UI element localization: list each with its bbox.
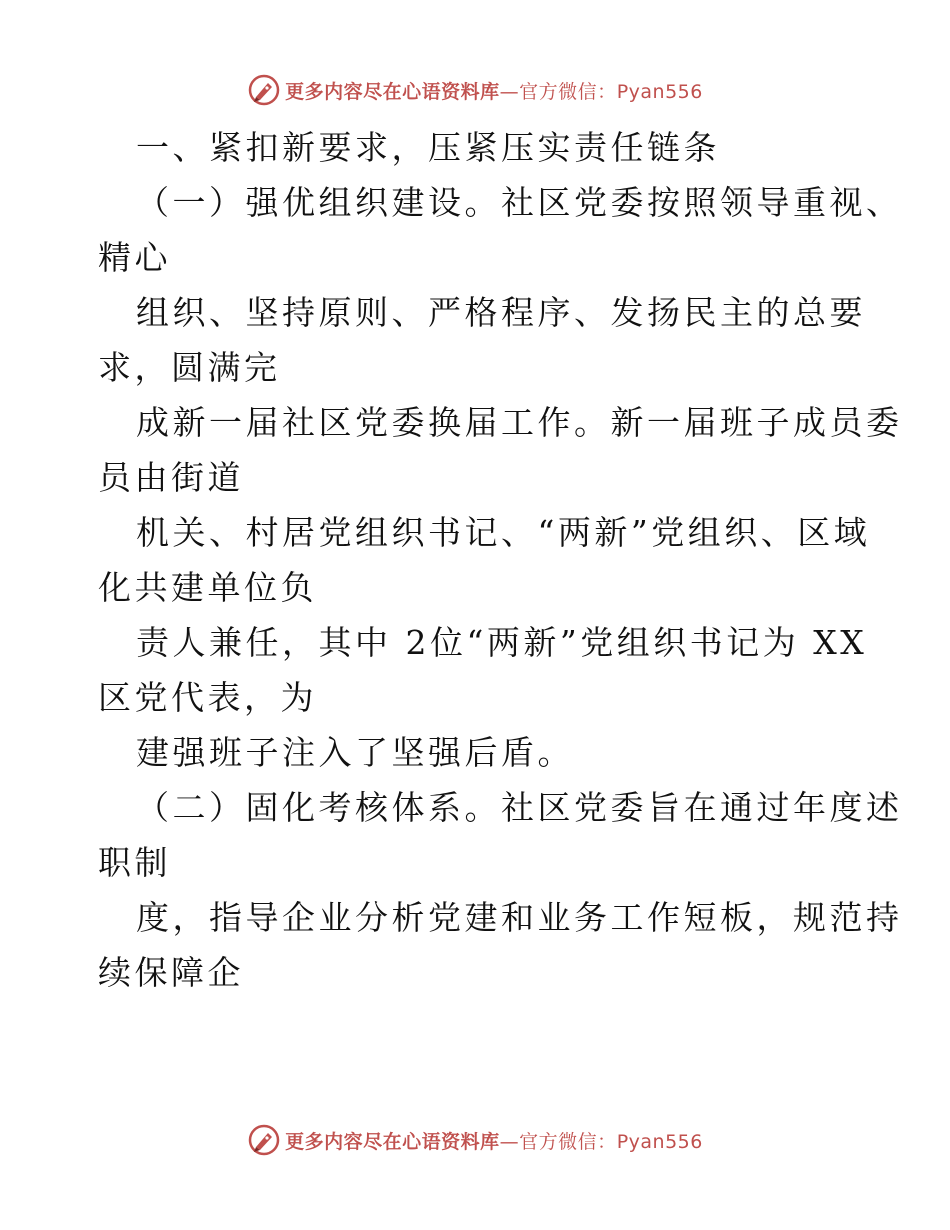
banner-wechat-label: 官方微信： bbox=[519, 1130, 617, 1153]
text-line: 职制 bbox=[98, 843, 171, 882]
text-line: 化共建单位负 bbox=[98, 568, 317, 607]
text-line: 度，指导企业分析党建和业务工作短板，规范持 bbox=[136, 898, 903, 937]
banner-title: 更多内容尽在心语资料库 bbox=[285, 1130, 500, 1153]
text-line: 组织、坚持原则、严格程序、发扬民主的总要 bbox=[136, 293, 866, 332]
footer-banner bbox=[0, 1120, 950, 1160]
document-body bbox=[98, 120, 903, 1000]
banner-wechat-id: Pyan556 bbox=[616, 1130, 703, 1153]
text-line: 区党代表，为 bbox=[98, 678, 317, 717]
text-line: 求，圆满完 bbox=[98, 348, 281, 387]
text-line: 建强班子注入了坚强后盾。 bbox=[136, 733, 574, 772]
banner-wechat-label: 官方微信： bbox=[519, 80, 617, 103]
text-line: （一）强优组织建设。社区党委按照领导重视、 bbox=[136, 183, 903, 222]
header-banner bbox=[0, 70, 950, 110]
text-line: 员由街道 bbox=[98, 458, 244, 497]
banner-wechat-id: Pyan556 bbox=[616, 80, 703, 103]
text-line: 一、紧扣新要求，压紧压实责任链条 bbox=[136, 128, 720, 167]
text-line: 机关、村居党组织书记、“两新”党组织、区域 bbox=[136, 513, 871, 552]
text-line: 续保障企 bbox=[98, 953, 244, 992]
text-line: 成新一届社区党委换届工作。新一届班子成员委 bbox=[136, 403, 903, 442]
text-line: 精心 bbox=[98, 238, 171, 277]
banner-title: 更多内容尽在心语资料库 bbox=[285, 80, 500, 103]
banner-separator: — bbox=[499, 80, 520, 103]
banner-separator: — bbox=[499, 1130, 520, 1153]
pen-nib-logo-icon bbox=[247, 1123, 281, 1157]
pen-nib-logo-icon bbox=[247, 73, 281, 107]
text-line: 责人兼任，其中 2位“两新”党组织书记为 XX bbox=[136, 623, 868, 662]
text-line: （二）固化考核体系。社区党委旨在通过年度述 bbox=[136, 788, 903, 827]
